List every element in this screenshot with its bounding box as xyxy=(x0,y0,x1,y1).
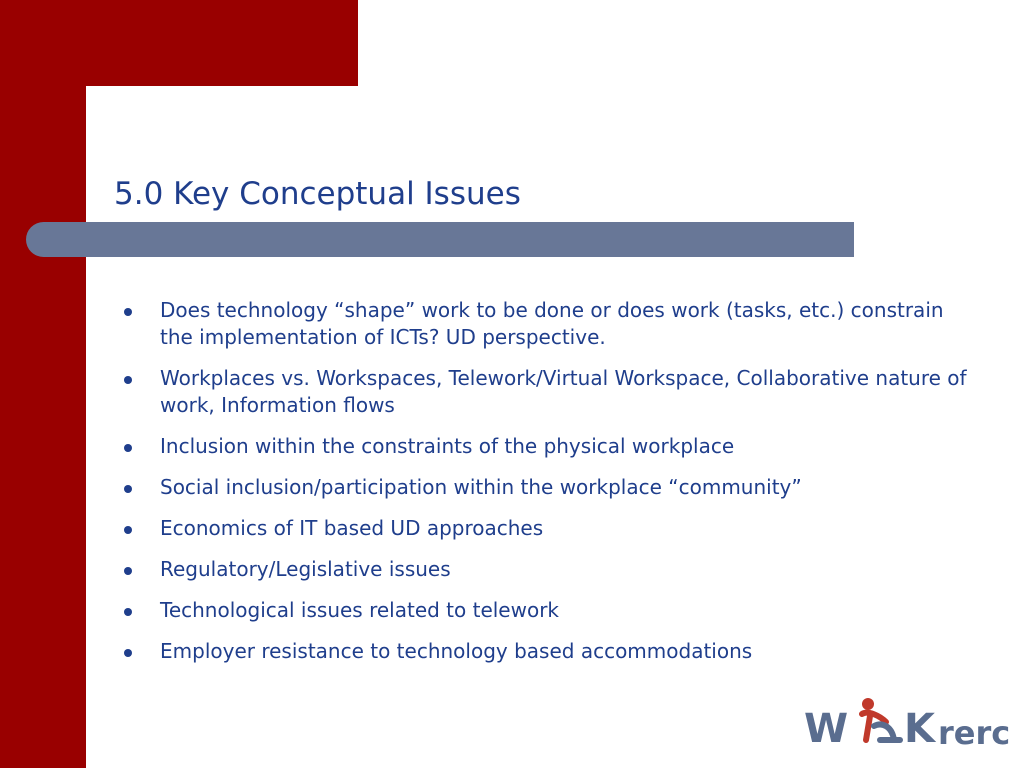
bullet-item xyxy=(118,638,978,665)
logo-letter-k: K xyxy=(904,706,935,752)
bullet-text: Does technology “shape” work to be done or does work (tasks, etc.) constrain the implementation of ICTs? UD perspective. xyxy=(160,298,944,349)
bullet-dot-icon xyxy=(124,485,132,493)
wheelchair-figure-icon xyxy=(850,696,906,754)
red-top-band xyxy=(0,0,358,86)
bullet-text: Employer resistance to technology based accommodations xyxy=(160,639,753,663)
bullet-item xyxy=(118,365,978,419)
bullet-item xyxy=(118,515,978,542)
logo-letter-w: W xyxy=(804,706,847,752)
bullet-list xyxy=(118,297,978,679)
bullet-text: Social inclusion/participation within the workplace “community” xyxy=(160,475,802,499)
bullet-text: Regulatory/Legislative issues xyxy=(160,557,451,581)
bullet-text: Technological issues related to telework xyxy=(160,598,560,622)
work-rerc-logo xyxy=(804,696,1010,754)
bullet-dot-icon xyxy=(124,608,132,616)
bullet-item xyxy=(118,297,978,351)
bullet-item xyxy=(118,433,978,460)
bullet-item xyxy=(118,597,978,624)
slide-title: 5.0 Key Conceptual Issues xyxy=(114,176,521,212)
bullet-dot-icon xyxy=(124,444,132,452)
bullet-text: Workplaces vs. Workspaces, Telework/Virtual Workspace, Collaborative nature of work, Information flows xyxy=(160,366,967,417)
bullet-dot-icon xyxy=(124,649,132,657)
bullet-dot-icon xyxy=(124,376,132,384)
bullet-text: Economics of IT based UD approaches xyxy=(160,516,544,540)
red-side-band xyxy=(0,0,86,768)
bullet-dot-icon xyxy=(124,567,132,575)
bullet-text: Inclusion within the constraints of the physical workplace xyxy=(160,434,735,458)
logo-rerc: rerc xyxy=(938,714,1011,752)
title-underline-bar xyxy=(26,222,854,257)
bullet-item xyxy=(118,474,978,501)
bullet-item xyxy=(118,556,978,583)
bullet-dot-icon xyxy=(124,308,132,316)
bullet-dot-icon xyxy=(124,526,132,534)
